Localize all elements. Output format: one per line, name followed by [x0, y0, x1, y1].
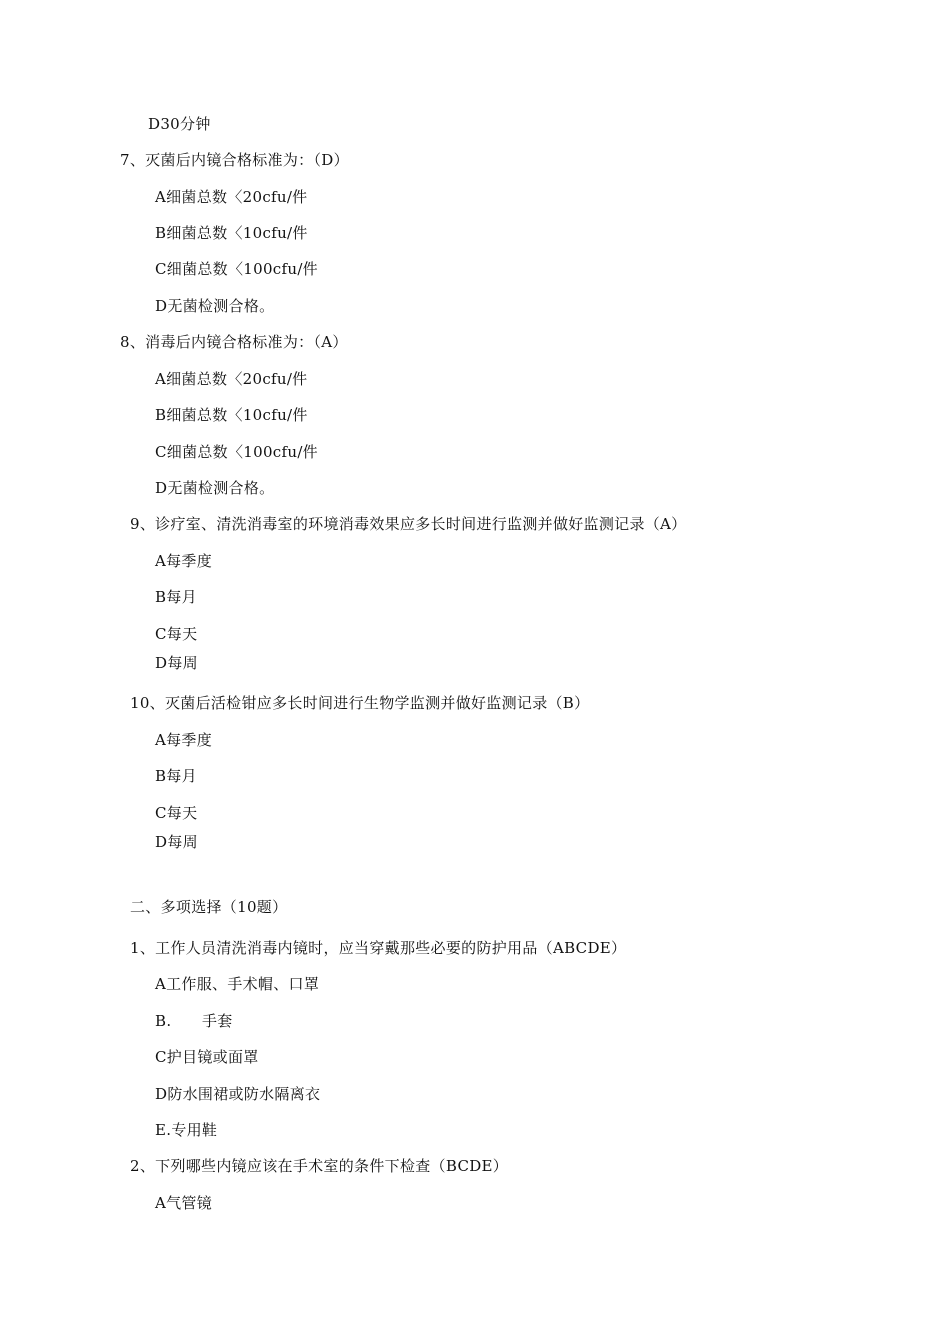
- mc-option-b-q1: B. 手套: [155, 1012, 233, 1030]
- option-c-q8: C细菌总数〈100cfu/件: [155, 443, 318, 461]
- option-c-q9: C每天: [155, 625, 198, 643]
- option-d-q9: D每周: [155, 654, 198, 672]
- question-9: 9、诊疗室、清洗消毒室的环境消毒效果应多长时间进行监测并做好监测记录（A）: [130, 515, 687, 533]
- question-7: 7、灭菌后内镜合格标准为：（D）: [120, 151, 349, 169]
- option-d-q8: D无菌检测合格。: [155, 479, 275, 497]
- option-d-q10: D每周: [155, 833, 198, 851]
- mc-option-a-q1: A工作服、手术帽、口罩: [155, 975, 320, 993]
- option-a-q10: A每季度: [155, 731, 213, 749]
- option-d-q7: D无菌检测合格。: [155, 297, 275, 315]
- option-c-q10: C每天: [155, 804, 198, 822]
- option-a-q7: A细菌总数〈20cfu/件: [155, 188, 308, 206]
- mc-option-d-q1: D防水围裙或防水隔离衣: [155, 1085, 321, 1103]
- option-b-q8: B细菌总数〈10cfu/件: [155, 406, 308, 424]
- option-b-q10: B每月: [155, 767, 197, 785]
- section-heading-multiple-choice: 二、多项选择（10题）: [130, 898, 288, 916]
- mc-option-e-q1: E.专用鞋: [155, 1121, 218, 1139]
- question-10: 10、灭菌后活检钳应多长时间进行生物学监测并做好监测记录（B）: [130, 694, 590, 712]
- option-a-q8: A细菌总数〈20cfu/件: [155, 370, 308, 388]
- mc-question-2: 2、下列哪些内镜应该在手术室的条件下检查（BCDE）: [130, 1157, 509, 1175]
- option-a-q9: A每季度: [155, 552, 213, 570]
- option-d-q6: D30分钟: [148, 115, 211, 133]
- option-b-q9: B每月: [155, 588, 197, 606]
- option-b-q7: B细菌总数〈10cfu/件: [155, 224, 308, 242]
- mc-option-c-q1: C护目镜或面罩: [155, 1048, 259, 1066]
- mc-question-1: 1、工作人员清洗消毒内镜时，应当穿戴那些必要的防护用品（ABCDE）: [130, 939, 627, 957]
- option-c-q7: C细菌总数〈100cfu/件: [155, 260, 318, 278]
- mc-option-a-q2: A气管镜: [155, 1194, 213, 1212]
- question-8: 8、消毒后内镜合格标准为：（A）: [120, 333, 348, 351]
